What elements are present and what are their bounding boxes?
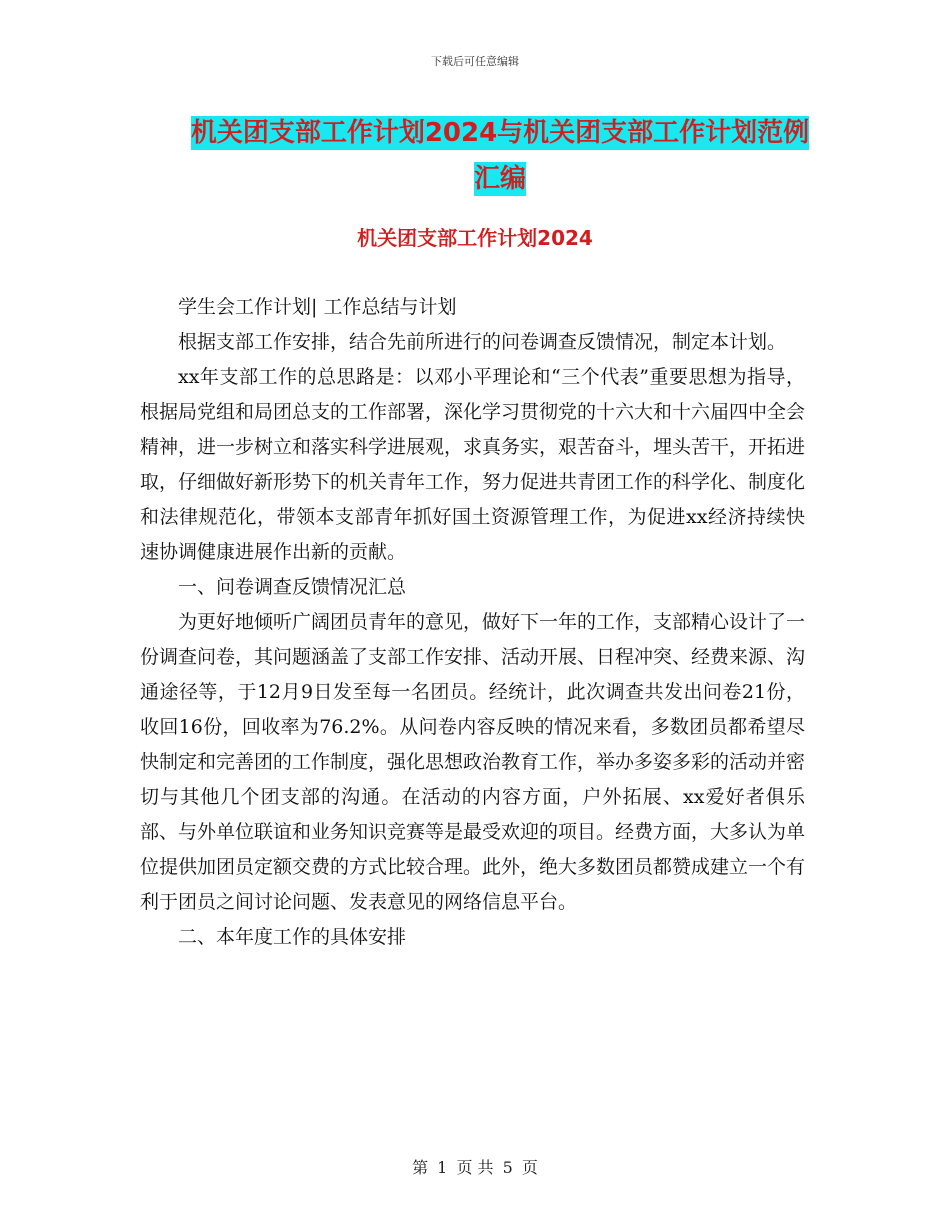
heading-work-arrangement: 二、本年度工作的具体安排 (178, 926, 407, 948)
paragraph-subtitle: 学生会工作计划| 工作总结与计划 (178, 296, 457, 318)
document-title-line2: 汇编 (473, 164, 526, 194)
page-footer (0, 1155, 950, 1178)
page-total: 5 (502, 1158, 513, 1177)
page-label-prefix: 第 (412, 1158, 429, 1177)
document-title-line1: 机关团支部工作计划2024与机关团支部工作计划范例 (190, 118, 810, 148)
paragraph-overall-approach: xx年支部工作的总思路是：以邓小平理论和“三个代表”重要思想为指导，根据局党组和局团总支的工作部署，深化学习贯彻党的十六大和十六届四中全会精神，进一步树立和落实科学进展观，求真务实，艰苦奋斗，埋头苦干，开拓进取，仔细做好新形势下的机关青年工作，努力促进共青团工作的科学化、制度化和法律规范化，带领本支部青年抓好国土资源管理工作，为促进xx经济持续快速协调健康进展作出新的贡献。 (140, 366, 806, 563)
page-label-mid: 页 共 (456, 1158, 494, 1177)
section-title: 机关团支部工作计划2024 (357, 226, 593, 250)
heading-survey-summary: 一、问卷调查反馈情况汇总 (178, 576, 407, 598)
page-current: 1 (437, 1158, 448, 1177)
document-body (140, 290, 805, 955)
page-label-suffix: 页 (521, 1158, 538, 1177)
paragraph-survey-details: 为更好地倾听广阔团员青年的意见，做好下一年的工作，支部精心设计了一份调查问卷，其问题涵盖了支部工作安排、活动开展、日程冲突、经费来源、沟通途径等，于12月9日发至每一名团员。经统计，此次调查共发出问卷21份，收回16份，回收率为76.2%。从问卷内容反映的情况来看，多数团员都希望尽快制定和完善团的工作制度，强化思想政治教育工作，举办多姿多彩的活动并密切与其他几个团支部的沟通。在活动的内容方面，户外拓展、xx爱好者俱乐部、与外单位联谊和业务知识竞赛等是最受欢迎的项目。经费方面，大多认为单位提供加团员定额交费的方式比较合理。此外，绝大多数团员都赞成建立一个有利于团员之间讨论问题、发表意见的网络信息平台。 (140, 611, 806, 913)
paragraph-intro: 根据支部工作安排，结合先前所进行的问卷调查反馈情况，制定本计划。 (178, 331, 787, 353)
document-title (140, 110, 860, 202)
header-note: 下载后可任意编辑 (431, 55, 519, 68)
